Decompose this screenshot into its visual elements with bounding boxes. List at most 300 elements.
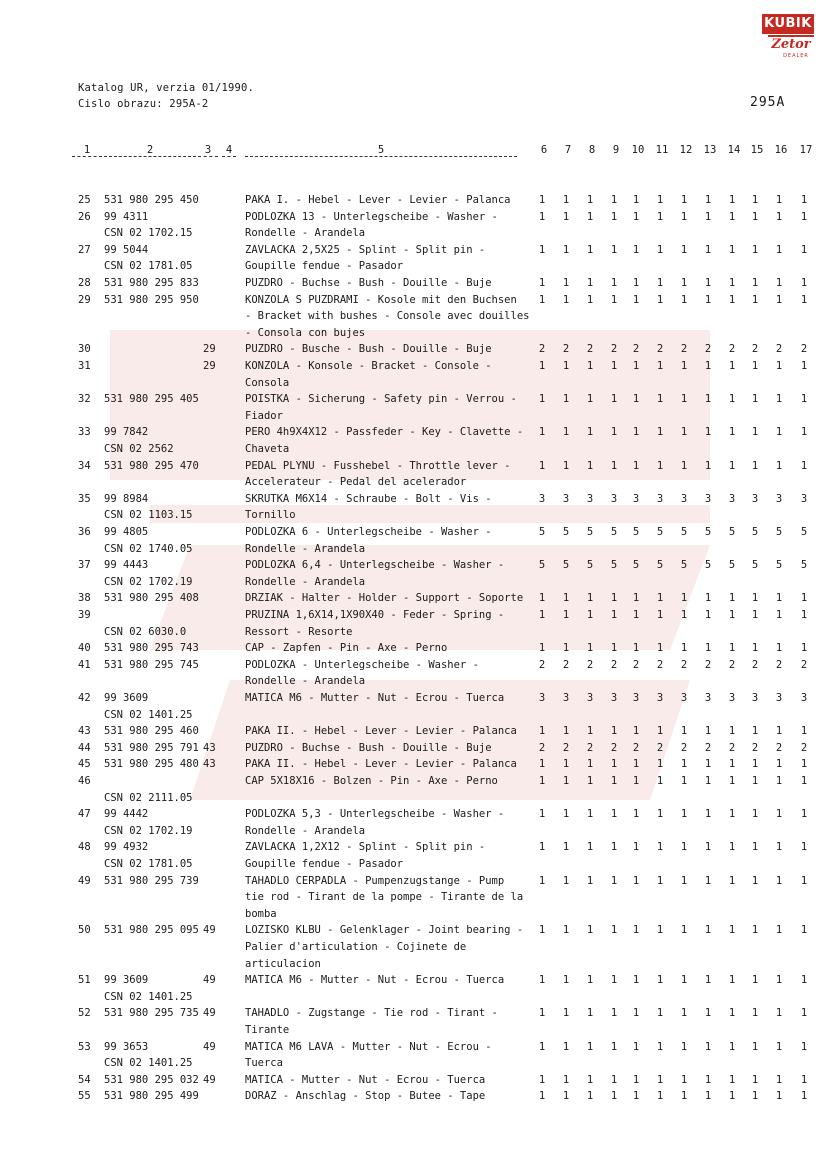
row-position: 26: [78, 210, 91, 223]
row-quantity: 1: [562, 243, 570, 256]
row-quantity: 3: [800, 692, 808, 704]
row-quantity: 1: [704, 642, 712, 655]
row-part-number: 531 980 295 791: [104, 741, 199, 754]
row-quantity: 1: [562, 924, 570, 937]
row-description: Palier d'articulation - Cojinete de: [245, 941, 467, 953]
row-quantity: 1: [656, 360, 664, 372]
row-position: 39: [78, 609, 91, 621]
row-quantity: 5: [704, 559, 712, 572]
row-quantity: 1: [632, 1090, 640, 1103]
row-description: - Consola con bujes: [245, 326, 366, 339]
row-part-number: 99 4932: [104, 841, 149, 854]
row-quantity: 1: [800, 808, 808, 821]
brand-logo: [762, 14, 814, 62]
row-quantity: 1: [775, 1040, 783, 1053]
row-quantity: 5: [610, 559, 618, 572]
row-part-number: 99 4442: [104, 808, 149, 821]
row-quantity: 1: [680, 642, 688, 655]
row-quantity: 1: [656, 393, 664, 406]
row-quantity: 1: [751, 609, 759, 621]
row-quantity: 1: [728, 592, 736, 605]
row-reference: 49: [203, 1040, 216, 1053]
row-quantity: 1: [656, 592, 664, 605]
row-quantity: 1: [751, 924, 759, 937]
row-quantity: 1: [656, 974, 664, 987]
row-quantity: 1: [775, 609, 783, 621]
row-quantity: 1: [538, 426, 546, 439]
row-quantity: 3: [656, 692, 664, 704]
row-quantity: 1: [704, 841, 712, 854]
row-quantity: 1: [704, 592, 712, 605]
row-quantity: 3: [610, 692, 618, 704]
row-quantity: 2: [728, 741, 736, 754]
row-quantity: 1: [586, 293, 594, 306]
row-quantity: 1: [562, 393, 570, 406]
row-quantity: 1: [728, 360, 736, 372]
row-description: MATICA - Mutter - Nut - Ecrou - Tuerca: [245, 1073, 486, 1086]
row-quantity: 1: [632, 775, 640, 787]
row-quantity: 2: [728, 658, 736, 671]
row-quantity: 1: [775, 360, 783, 372]
row-quantity: 1: [704, 1007, 712, 1020]
row-quantity: 5: [538, 559, 546, 572]
row-quantity: 1: [728, 874, 736, 887]
row-quantity: 1: [680, 194, 688, 206]
row-quantity: 1: [775, 725, 783, 738]
row-part-number: 531 980 295 470: [104, 459, 199, 472]
row-position: 42: [78, 692, 91, 704]
row-quantity: 1: [680, 808, 688, 821]
row-description: Goupille fendue - Pasador: [245, 858, 404, 870]
row-description: articulacion: [245, 957, 321, 970]
row-quantity: 1: [538, 459, 546, 472]
row-description: TAHADLO - Zugstange - Tie rod - Tirant -: [245, 1007, 498, 1020]
row-position: 37: [78, 559, 91, 572]
row-quantity: 1: [751, 974, 759, 987]
row-quantity: 1: [800, 758, 808, 771]
row-description: Chaveta: [245, 443, 290, 455]
row-position: 30: [78, 343, 91, 356]
row-quantity: 5: [656, 559, 664, 572]
row-quantity: 1: [751, 642, 759, 655]
row-quantity: 1: [775, 758, 783, 771]
row-quantity: 5: [632, 526, 640, 538]
row-description: PERO 4h9X4X12 - Passfeder - Key - Clavette -: [245, 426, 524, 439]
row-quantity: 1: [728, 426, 736, 439]
row-quantity: 1: [538, 758, 546, 771]
row-quantity: 1: [775, 874, 783, 887]
row-description: - Bracket with bushes - Console avec douilles: [245, 310, 530, 323]
row-part-number: 99 3609: [104, 974, 149, 987]
row-quantity: 1: [610, 725, 618, 738]
row-quantity: 1: [775, 243, 783, 256]
row-quantity: 1: [656, 775, 664, 787]
row-description: KONZOLA - Konsole - Bracket - Console -: [245, 360, 492, 372]
row-quantity: 1: [775, 775, 783, 787]
row-standard: CSN 02 1740.05: [104, 542, 193, 555]
row-quantity: 2: [680, 343, 688, 356]
row-part-number: 531 980 295 739: [104, 874, 199, 887]
row-quantity: 1: [632, 725, 640, 738]
row-description: PODLOZKA 13 - Unterlegscheibe - Washer -: [245, 210, 498, 223]
row-description: DORAZ - Anschlag - Stop - Butee - Tape: [245, 1090, 486, 1103]
row-quantity: 1: [800, 426, 808, 439]
row-part-number: 531 980 295 095: [104, 924, 199, 937]
row-quantity: 1: [586, 243, 594, 256]
row-quantity: 1: [632, 360, 640, 372]
row-quantity: 1: [728, 1040, 736, 1053]
row-quantity: 1: [538, 1090, 546, 1103]
row-quantity: 3: [704, 492, 712, 505]
row-description: TAHADLO CERPADLA - Pumpenzugstange - Pump: [245, 874, 505, 887]
row-quantity: 1: [656, 725, 664, 738]
row-quantity: 2: [610, 343, 618, 356]
row-quantity: 1: [656, 1090, 664, 1103]
row-quantity: 5: [680, 559, 688, 572]
row-quantity: 1: [610, 609, 618, 621]
row-quantity: 2: [800, 741, 808, 754]
row-quantity: 1: [656, 609, 664, 621]
row-quantity: 5: [800, 526, 808, 538]
row-quantity: 1: [656, 1007, 664, 1020]
row-quantity: 3: [586, 692, 594, 704]
row-quantity: 1: [728, 194, 736, 206]
row-quantity: 3: [775, 692, 783, 704]
row-quantity: 1: [680, 393, 688, 406]
page-code: 295A: [750, 95, 786, 110]
row-description: Tirante: [245, 1024, 290, 1036]
row-description: DRZIAK - Halter - Holder - Support - Soporte: [245, 592, 524, 605]
row-position: 55: [78, 1090, 91, 1103]
row-quantity: 5: [586, 526, 594, 538]
row-quantity: 1: [562, 459, 570, 472]
row-position: 33: [78, 426, 91, 439]
row-quantity: 1: [728, 758, 736, 771]
row-description: LOZISKO KLBU - Gelenklager - Joint bearing -: [245, 924, 524, 937]
row-quantity: 1: [800, 393, 808, 406]
row-quantity: 1: [704, 393, 712, 406]
row-quantity: 1: [562, 1073, 570, 1086]
row-position: 46: [78, 775, 91, 787]
row-quantity: 3: [562, 692, 570, 704]
row-quantity: 1: [632, 592, 640, 605]
row-quantity: 5: [800, 559, 808, 572]
row-quantity: 1: [680, 277, 688, 289]
row-description: Consola: [245, 376, 290, 389]
row-quantity: 1: [704, 609, 712, 621]
row-description: Goupille fendue - Pasador: [245, 260, 404, 273]
row-quantity: 5: [562, 559, 570, 572]
row-quantity: 1: [680, 609, 688, 621]
row-quantity: 2: [704, 658, 712, 671]
row-position: 47: [78, 808, 91, 821]
row-quantity: 1: [751, 1007, 759, 1020]
row-standard: CSN 02 1401.25: [104, 990, 193, 1003]
row-quantity: 1: [656, 293, 664, 306]
row-quantity: 1: [800, 293, 808, 306]
row-quantity: 5: [704, 526, 712, 538]
row-quantity: 1: [610, 924, 618, 937]
row-quantity: 3: [728, 692, 736, 704]
row-quantity: 1: [800, 874, 808, 887]
column-header-14: 14: [727, 144, 741, 156]
row-quantity: 1: [538, 725, 546, 738]
row-quantity: 1: [704, 293, 712, 306]
row-quantity: 3: [586, 492, 594, 505]
row-quantity: 1: [751, 808, 759, 821]
row-quantity: 1: [680, 426, 688, 439]
row-description: KONZOLA S PUZDRAMI - Kosole mit den Buchsen: [245, 293, 517, 306]
row-quantity: 2: [610, 741, 618, 754]
row-quantity: 1: [728, 459, 736, 472]
row-description: Tuerca: [245, 1057, 283, 1070]
row-quantity: 3: [680, 492, 688, 505]
row-quantity: 1: [800, 974, 808, 987]
row-position: 48: [78, 841, 91, 854]
row-description: Rondelle - Arandela: [245, 227, 366, 240]
row-quantity: 2: [775, 741, 783, 754]
row-quantity: 1: [680, 924, 688, 937]
row-quantity: 5: [610, 526, 618, 538]
row-quantity: 1: [775, 1073, 783, 1086]
row-quantity: 2: [751, 658, 759, 671]
row-standard: CSN 02 1702.15: [104, 227, 193, 240]
row-quantity: 1: [632, 808, 640, 821]
row-part-number: 531 980 295 405: [104, 393, 199, 406]
row-quantity: 2: [632, 658, 640, 671]
row-quantity: 1: [728, 243, 736, 256]
row-quantity: 1: [751, 841, 759, 854]
row-position: 54: [78, 1073, 91, 1086]
row-position: 49: [78, 874, 91, 887]
row-quantity: 1: [562, 1040, 570, 1053]
row-quantity: 1: [586, 725, 594, 738]
row-quantity: 2: [800, 658, 808, 671]
row-quantity: 1: [728, 725, 736, 738]
row-part-number: 531 980 295 032: [104, 1073, 199, 1086]
row-description: CAP - Zapfen - Pin - Axe - Perno: [245, 642, 448, 655]
row-description: PEDAL PLYNU - Fusshebel - Throttle lever -: [245, 459, 511, 472]
row-part-number: 531 980 295 950: [104, 293, 199, 306]
row-quantity: 1: [538, 210, 546, 223]
row-quantity: 1: [610, 841, 618, 854]
row-quantity: 1: [775, 592, 783, 605]
row-quantity: 1: [728, 841, 736, 854]
row-quantity: 2: [656, 741, 664, 754]
row-quantity: 1: [610, 277, 618, 289]
row-quantity: 1: [704, 974, 712, 987]
row-description: Rondelle - Arandela: [245, 575, 366, 588]
row-quantity: 2: [538, 741, 546, 754]
row-quantity: 1: [680, 1007, 688, 1020]
row-quantity: 1: [751, 592, 759, 605]
row-part-number: 99 4311: [104, 210, 149, 223]
row-part-number: 99 4443: [104, 559, 149, 572]
row-quantity: 1: [586, 874, 594, 887]
logo-kubik: KUBIK: [762, 14, 814, 34]
row-quantity: 1: [610, 194, 618, 206]
row-quantity: 5: [632, 559, 640, 572]
row-quantity: 1: [538, 1040, 546, 1053]
row-quantity: 1: [562, 808, 570, 821]
row-quantity: 5: [775, 526, 783, 538]
row-quantity: 1: [610, 293, 618, 306]
row-quantity: 2: [751, 741, 759, 754]
row-quantity: 1: [800, 1007, 808, 1020]
row-quantity: 1: [562, 426, 570, 439]
row-quantity: 1: [680, 592, 688, 605]
row-quantity: 1: [751, 426, 759, 439]
row-quantity: 1: [800, 243, 808, 256]
row-quantity: 1: [800, 841, 808, 854]
row-quantity: 1: [775, 1007, 783, 1020]
row-quantity: 1: [562, 360, 570, 372]
row-quantity: 1: [800, 924, 808, 937]
row-description: Rondelle - Arandela: [245, 542, 366, 555]
row-reference: 49: [203, 924, 216, 937]
row-quantity: 1: [680, 1073, 688, 1086]
row-quantity: 1: [775, 459, 783, 472]
row-quantity: 1: [538, 924, 546, 937]
row-quantity: 1: [775, 974, 783, 987]
row-quantity: 1: [704, 459, 712, 472]
row-quantity: 1: [800, 210, 808, 223]
row-part-number: 531 980 295 408: [104, 592, 199, 605]
row-quantity: 2: [680, 741, 688, 754]
row-quantity: 1: [800, 592, 808, 605]
column-header-12: 12: [679, 144, 693, 156]
row-reference: 29: [203, 360, 216, 372]
row-description: PUZDRO - Buchse - Bush - Douille - Buje: [245, 741, 492, 754]
row-quantity: 2: [562, 658, 570, 671]
row-quantity: 1: [632, 459, 640, 472]
row-quantity: 1: [538, 974, 546, 987]
row-quantity: 1: [586, 609, 594, 621]
column-header-16: 16: [774, 144, 788, 156]
row-position: 29: [78, 293, 91, 306]
row-quantity: 2: [775, 658, 783, 671]
row-description: Accelerateur - Pedal del acelerador: [245, 476, 467, 489]
row-quantity: 1: [586, 210, 594, 223]
row-quantity: 1: [538, 360, 546, 372]
row-quantity: 1: [680, 1040, 688, 1053]
row-quantity: 1: [562, 1090, 570, 1103]
row-quantity: 1: [586, 360, 594, 372]
row-quantity: 1: [751, 1073, 759, 1086]
row-quantity: 1: [610, 1040, 618, 1053]
column-header-13: 13: [703, 144, 717, 156]
row-reference: 49: [203, 1073, 216, 1086]
row-quantity: 1: [538, 194, 546, 206]
row-quantity: 2: [586, 741, 594, 754]
row-quantity: 1: [680, 775, 688, 787]
row-quantity: 1: [656, 277, 664, 289]
row-quantity: 1: [751, 758, 759, 771]
row-quantity: 1: [751, 277, 759, 289]
row-quantity: 1: [538, 277, 546, 289]
row-quantity: 1: [775, 642, 783, 655]
row-quantity: 1: [775, 924, 783, 937]
row-quantity: 1: [610, 393, 618, 406]
row-quantity: 1: [656, 1040, 664, 1053]
row-quantity: 1: [704, 725, 712, 738]
row-part-number: 99 8984: [104, 492, 149, 505]
column-header-15: 15: [750, 144, 764, 156]
row-quantity: 1: [632, 642, 640, 655]
row-quantity: 1: [586, 1040, 594, 1053]
row-quantity: 2: [800, 343, 808, 356]
row-quantity: 1: [728, 642, 736, 655]
row-quantity: 1: [775, 210, 783, 223]
row-quantity: 3: [800, 492, 808, 505]
row-quantity: 1: [800, 360, 808, 372]
row-position: 31: [78, 360, 91, 372]
row-quantity: 1: [656, 210, 664, 223]
row-part-number: 531 980 295 735: [104, 1007, 199, 1020]
row-quantity: 1: [656, 194, 664, 206]
row-quantity: 1: [586, 841, 594, 854]
row-quantity: 1: [800, 1073, 808, 1086]
row-quantity: 1: [538, 393, 546, 406]
row-position: 28: [78, 277, 91, 289]
row-description: Rondelle - Arandela: [245, 824, 366, 837]
row-quantity: 1: [728, 393, 736, 406]
row-quantity: 2: [538, 658, 546, 671]
row-description: PAKA II. - Hebel - Lever - Levier - Palanca: [245, 758, 517, 771]
row-description: POISTKA - Sicherung - Safety pin - Verrou -: [245, 393, 517, 406]
row-quantity: 1: [704, 194, 712, 206]
row-quantity: 3: [562, 492, 570, 505]
row-quantity: 1: [632, 1073, 640, 1086]
row-quantity: 3: [656, 492, 664, 505]
row-position: 45: [78, 758, 91, 771]
row-description: MATICA M6 LAVA - Mutter - Nut - Ecrou -: [245, 1040, 492, 1053]
row-quantity: 1: [680, 725, 688, 738]
row-quantity: 5: [728, 559, 736, 572]
row-description: PODLOZKA 6,4 - Unterlegscheibe - Washer -: [245, 559, 505, 572]
row-quantity: 1: [562, 592, 570, 605]
row-quantity: 2: [586, 343, 594, 356]
row-quantity: 1: [656, 243, 664, 256]
row-quantity: 1: [800, 1090, 808, 1103]
row-quantity: 2: [610, 658, 618, 671]
row-quantity: 1: [610, 758, 618, 771]
row-quantity: 2: [632, 741, 640, 754]
row-quantity: 1: [562, 194, 570, 206]
row-quantity: 1: [751, 1040, 759, 1053]
row-quantity: 1: [562, 758, 570, 771]
row-position: 27: [78, 243, 91, 256]
row-quantity: 3: [632, 692, 640, 704]
row-position: 41: [78, 658, 91, 671]
row-quantity: 1: [632, 874, 640, 887]
row-quantity: 1: [704, 426, 712, 439]
row-quantity: 1: [610, 1090, 618, 1103]
row-part-number: 531 980 295 499: [104, 1090, 199, 1103]
row-description: SKRUTKA M6X14 - Schraube - Bolt - Vis -: [245, 492, 492, 505]
row-quantity: 1: [538, 841, 546, 854]
row-quantity: 1: [586, 1090, 594, 1103]
row-quantity: 1: [586, 1007, 594, 1020]
row-quantity: 1: [751, 210, 759, 223]
row-quantity: 1: [775, 808, 783, 821]
row-quantity: 1: [586, 808, 594, 821]
row-quantity: 1: [751, 360, 759, 372]
row-quantity: 1: [680, 459, 688, 472]
row-quantity: 1: [800, 277, 808, 289]
row-description: MATICA M6 - Mutter - Nut - Ecrou - Tuerca: [245, 974, 505, 987]
row-quantity: 1: [704, 775, 712, 787]
